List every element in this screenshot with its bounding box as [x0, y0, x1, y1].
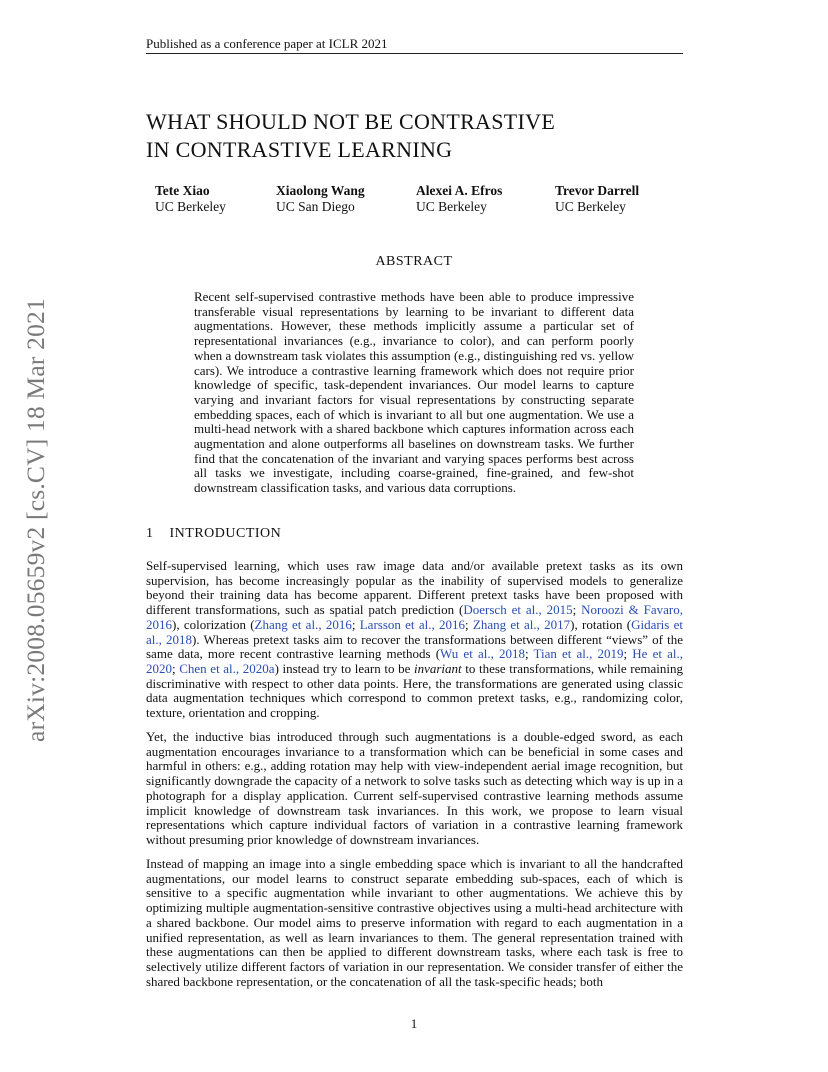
- author-name: Alexei A. Efros: [416, 183, 503, 198]
- author-affiliation: UC Berkeley: [155, 199, 226, 214]
- author-affiliation: UC San Diego: [276, 199, 355, 214]
- paragraph-text: ) instead try to learn to be: [274, 660, 414, 676]
- citation-link[interactable]: Larsson et al., 2016: [359, 616, 465, 632]
- section-heading: [146, 526, 281, 542]
- author-block: [155, 183, 226, 215]
- citation-link[interactable]: He et al., 2020: [146, 646, 683, 676]
- intro-paragraph-1: [146, 559, 683, 721]
- intro-paragraph-3: Instead of mapping an image into a single embedding space which is invariant to all the handcrafted augmentations, our model learns to construct separate embedding sub-spaces, each of which is sensitive to a specific augmentation while invariant to other augmentations. We achieve this by optimizing multiple augmentation-sensitive contrastive objectives using a multi-head architecture with a shared backbone. Our model aims to preserve information with regard to each augmentation in a unified representation, as well as learn invariances to them. The general representation trained with these augmentations can then be applied to different downstream tasks, where each task is free to selectively utilize different factors of variation in our representation. We consider transfer of either the shared backbone representation, or the concatenation of all the task-specific heads; both: [146, 856, 683, 989]
- citation-separator: ;: [572, 602, 582, 618]
- paragraph-text: ), rotation (: [570, 616, 632, 632]
- citation-separator: ;: [172, 660, 180, 676]
- citation-link[interactable]: Tian et al., 2019: [533, 646, 624, 662]
- author-name: Tete Xiao: [155, 183, 210, 198]
- citation-separator: ;: [464, 616, 473, 632]
- emphasis-text: invariant: [413, 660, 462, 676]
- citation-separator: ;: [623, 646, 633, 662]
- abstract-heading: ABSTRACT: [375, 254, 453, 269]
- title-line-2: IN CONTRASTIVE LEARNING: [146, 137, 453, 162]
- page-number: 1: [410, 1016, 418, 1031]
- paragraph-text: Self-supervised learning, which uses raw image data and/or available pretext tasks as its own supervision, has become increasingly popular as the inability of supervised models to generalize beyond their training data has become apparent. Different pretext tasks have been proposed with different transformations, such as spatial patch prediction (: [146, 558, 683, 618]
- paragraph-text: ). Whereas pretext tasks aim to recover the transformations between different “views” of the same data, more recent contrastive learning methods (: [146, 631, 683, 662]
- paragraph-text: to these transformations, while remaining discriminative with respect to other data points. Here, the transformations are generated using classic data augmentation techniques which correspond to common pretext tasks, e.g., randomizing color, texture, orientation and cropping.: [146, 660, 683, 721]
- citation-separator: ;: [524, 646, 534, 662]
- author-name: Trevor Darrell: [555, 183, 640, 198]
- header-rule: [146, 53, 683, 54]
- running-head: Published as a conference paper at ICLR 2021: [146, 36, 388, 51]
- author-affiliation: UC Berkeley: [555, 199, 626, 214]
- citation-link[interactable]: Zhang et al., 2016: [254, 616, 352, 632]
- title-line-1: WHAT SHOULD NOT BE CONTRASTIVE: [146, 109, 556, 134]
- intro-paragraph-2: Yet, the inductive bias introduced through such augmentations is a double-edged sword, as each augmentation encourages invariance to a transformation which can be beneficial in some cases and harmful in others: e.g., adding rotation may help with view-independent aerial image recognition, but significantly downgrade the capacity of a network to solve tasks such as detecting which way is up in a photograph for a display application. Current self-supervised contrastive learning methods assume implicit knowledge of downstream task invariances. In this work, we propose to learn visual representations which capture individual factors of variation in a contrastive learning framework without presuming prior knowledge of downstream invariances.: [146, 729, 683, 847]
- author-block: [555, 183, 639, 215]
- author-block: [416, 183, 502, 215]
- abstract-text: Recent self-supervised contrastive methods have been able to produce impressive transferable visual representations by learning to be invariant to different data augmentations. However, these methods implicitly assume a particular set of representational invariances (e.g., invariance to color), and can perform poorly when a downstream task violates this assumption (e.g., distinguishing red vs. yellow cars). We introduce a contrastive learning framework which does not require prior knowledge of specific, task-dependent invariances. Our model learns to capture varying and invariant factors for visual representations by constructing separate embedding spaces, each of which is invariant to all but one augmentation. We use a multi-head network with a shared backbone which captures information across each augmentation and alone outperforms all baselines on downstream tasks. We further find that the concatenation of the invariant and varying spaces performs best across all tasks we investigate, including coarse-grained, fine-grained, and few-shot downstream classification tasks, and various data corruptions.: [194, 289, 634, 496]
- paper-title: [146, 108, 683, 164]
- section-number: 1: [146, 526, 154, 541]
- citation-link[interactable]: Doersch et al., 2015: [463, 602, 573, 618]
- author-name: Xiaolong Wang: [276, 183, 365, 198]
- citation-link[interactable]: Noroozi & Favaro, 2016: [146, 602, 683, 632]
- citation-link[interactable]: Zhang et al., 2017: [472, 616, 571, 632]
- paragraph-text: ), colorization (: [172, 616, 255, 632]
- citation-link[interactable]: Gidaris et al., 2018: [146, 616, 683, 647]
- citation-link[interactable]: Wu et al., 2018: [440, 646, 525, 662]
- author-block: [276, 183, 365, 215]
- citation-separator: ;: [351, 616, 360, 632]
- arxiv-identifier-stamp: arXiv:2008.05659v2 [cs.CV] 18 Mar 2021: [21, 298, 50, 742]
- citation-link[interactable]: Chen et al., 2020a: [179, 660, 275, 676]
- section-title: INTRODUCTION: [169, 526, 282, 541]
- author-affiliation: UC Berkeley: [416, 199, 487, 214]
